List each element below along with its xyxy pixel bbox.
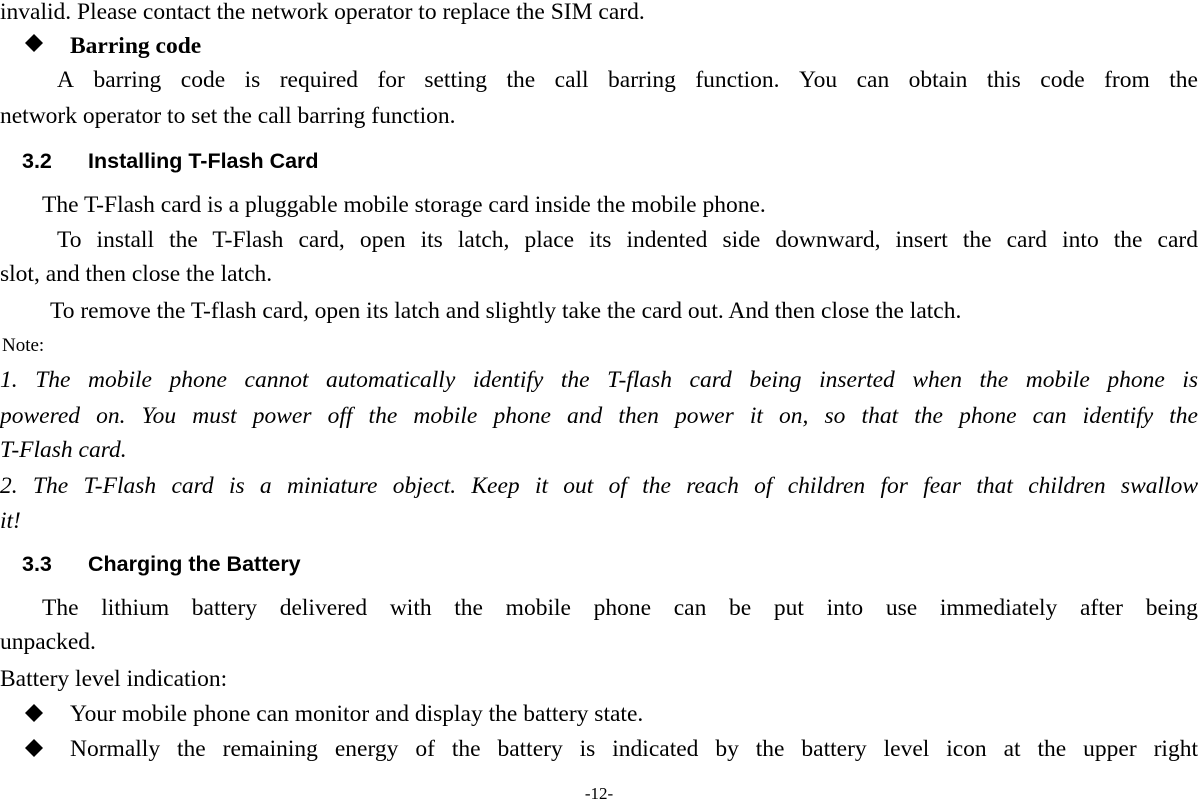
- battery-line-1-word: with: [389, 595, 432, 621]
- barring-line-1-word: from: [1104, 67, 1150, 93]
- note-2-line-2: it!: [0, 508, 21, 534]
- bullet-item-battery-state: Your mobile phone can monitor and display the battery state.: [70, 701, 644, 727]
- battery-line-1-word: the: [454, 595, 483, 621]
- tflash-intro: The T-Flash card is a pluggable mobile storage card inside the mobile phone.: [42, 192, 766, 218]
- barring-code-title: Barring code: [70, 33, 202, 59]
- barring-line-1-word: is: [244, 67, 261, 93]
- barring-line-1-word: barring: [93, 67, 162, 93]
- battery-line-1-word: can: [673, 595, 707, 621]
- barring-line-1-word: required: [279, 67, 359, 93]
- barring-line-1-word: obtain: [908, 67, 968, 93]
- barring-line-1-word: code: [180, 67, 226, 93]
- barring-line-1-word: barring: [608, 67, 676, 93]
- battery-line-1-word: put: [773, 595, 804, 621]
- note-1-line-1: 1. The mobile phone cannot automatically identify the T-flash card being inserted when the mobile phone is: [0, 367, 1198, 393]
- note-1-line-2: powered on. You must power off the mobile phone and then power it on, so that the phone can identify the: [0, 403, 1198, 429]
- battery-line-1-word: immediately: [939, 595, 1058, 621]
- bullet-item-battery-icon: Normally the remaining energy of the battery is indicated by the battery level icon at the upper right: [70, 736, 1198, 762]
- barring-line-1-word: the: [506, 67, 536, 93]
- section-3-3-title: Charging the Battery: [88, 552, 301, 576]
- battery-line-1-word: be: [729, 595, 752, 621]
- battery-line-1-word: after: [1079, 595, 1124, 621]
- battery-level-label: Battery level indication:: [0, 666, 228, 692]
- barring-line-1-word: for: [377, 67, 405, 93]
- barring-line-1-word: code: [1040, 67, 1085, 93]
- note-1-line-3: T-Flash card.: [0, 437, 127, 463]
- barring-line-1-word: A: [57, 67, 74, 93]
- battery-line-1-word: delivered: [279, 595, 368, 621]
- diamond-bullet-icon: [24, 703, 48, 727]
- battery-paragraph-line-1: [0, 594, 1198, 622]
- sim-paragraph-tail: invalid. Please contact the network operator to replace the SIM card.: [0, 0, 645, 25]
- barring-line-1-word: setting: [424, 67, 488, 93]
- barring-line-1-word: the: [1169, 67, 1198, 93]
- barring-line-1-word: call: [554, 67, 589, 93]
- battery-line-1-word: use: [885, 595, 918, 621]
- battery-line-1-word: into: [826, 595, 864, 621]
- page-number: -12-: [584, 784, 614, 803]
- battery-paragraph-line-2: unpacked.: [0, 629, 96, 655]
- barring-line-1-word: this: [986, 67, 1021, 93]
- battery-line-1-word: phone: [593, 595, 652, 621]
- barring-paragraph-line-1: [0, 66, 1198, 94]
- remove-paragraph: To remove the T-flash card, open its latch and slightly take the card out. And then close the latch.: [50, 298, 962, 324]
- battery-line-1-word: being: [1145, 595, 1198, 621]
- note-2-line-1: 2. The T-Flash card is a miniature object. Keep it out of the reach of children for fear that children swallow: [0, 473, 1198, 499]
- section-3-2-number: 3.2: [22, 149, 52, 173]
- note-label: Note:: [2, 335, 45, 356]
- section-3-3-number: 3.3: [22, 552, 52, 576]
- battery-line-1-word: The: [42, 595, 79, 621]
- install-paragraph-line-1: To install the T-Flash card, open its latch, place its indented side downward, insert the card into the card: [57, 227, 1198, 253]
- diamond-bullet-icon: [24, 738, 48, 762]
- battery-line-1-word: lithium: [101, 595, 170, 621]
- barring-paragraph-line-2: network operator to set the call barring function.: [0, 103, 456, 129]
- battery-line-1-word: battery: [191, 595, 258, 621]
- barring-line-1-word: You: [799, 67, 838, 93]
- battery-line-1-word: mobile: [505, 595, 571, 621]
- diamond-bullet-icon: [24, 33, 48, 57]
- barring-line-1-word: function.: [695, 67, 780, 93]
- barring-line-1-word: can: [856, 67, 890, 93]
- install-paragraph-line-2: slot, and then close the latch.: [0, 261, 273, 287]
- section-3-2-title: Installing T-Flash Card: [88, 149, 319, 173]
